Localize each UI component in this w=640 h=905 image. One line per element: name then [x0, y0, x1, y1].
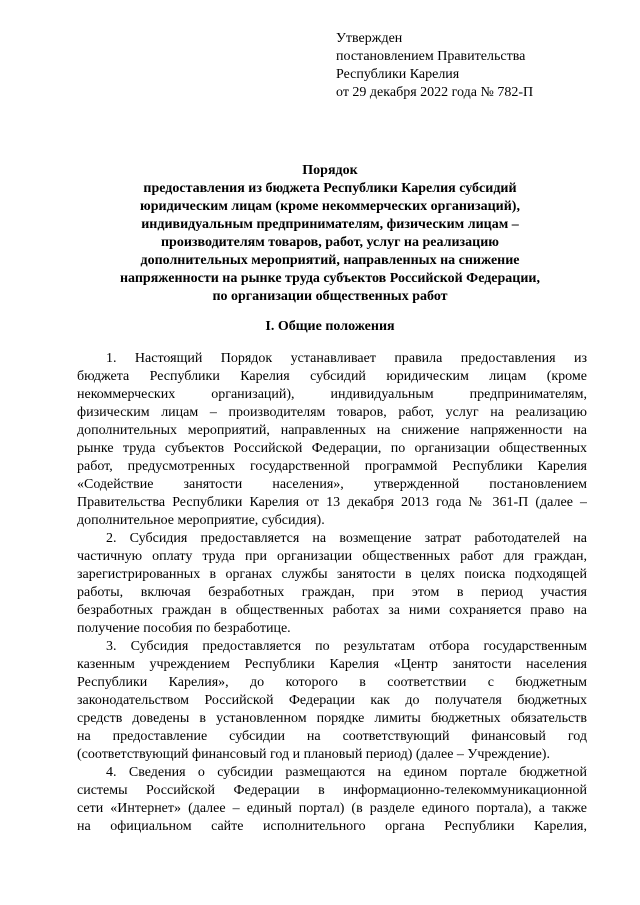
text-line: дополнительное мероприятие, субсидия).: [77, 513, 325, 528]
text-line: Республики Карелия», до которого в соответствии с бюджетным: [77, 675, 587, 690]
title-line: дополнительных мероприятий, направленных на снижение: [140, 253, 520, 268]
title-line: производителям товаров, работ, услуг на реализацию: [160, 235, 500, 250]
title-line: индивидуальным предпринимателям, физическим лицам –: [141, 217, 519, 232]
text-line: 3. Субсидия предоставляется по результатам отбора государственным: [106, 639, 587, 654]
text-line: (соответствующий финансовый год и плановый период) (далее – Учреждение).: [77, 747, 550, 762]
text-line: «Содействие занятости населения», утвержденной постановлением: [77, 477, 587, 492]
section-heading: I. Общие положения: [265, 319, 395, 334]
approval-line: Республики Карелия: [336, 67, 460, 82]
title-line: юридическим лицам (кроме некоммерческих организаций),: [140, 199, 520, 214]
paragraph-1: [77, 350, 587, 530]
approval-stamp: [336, 30, 533, 102]
text-line: безработных граждан в общественных работах за ними сохраняется право на: [77, 603, 587, 618]
title-line: Порядок: [302, 163, 358, 178]
approval-line: постановлением Правительства: [336, 49, 526, 64]
title-line: предоставления из бюджета Республики Карелия субсидий: [143, 181, 517, 196]
text-line: зарегистрированных в органах службы занятости в целях поиска подходящей: [77, 567, 587, 582]
text-line: получение пособия по безработице.: [77, 621, 291, 636]
text-line: системы Российской Федерации в информационно-телекоммуникационной: [77, 783, 587, 798]
approval-line: Утвержден: [336, 31, 403, 46]
paragraph-3: [77, 638, 587, 764]
text-line: физическим лицам – производителям товаров, работ, услуг на реализацию: [77, 405, 587, 420]
text-line: 1. Настоящий Порядок устанавливает правила предоставления из: [106, 351, 587, 366]
title-line: напряженности на рынке труда субъектов Российской Федерации,: [119, 271, 540, 286]
document-title: [60, 162, 600, 306]
text-line: частичную оплату труда при организации общественных работ для граждан,: [77, 549, 587, 564]
text-line: на предоставление субсидии на соответствующий финансовый год: [77, 729, 587, 744]
text-line: законодательством Российской Федерации как до получателя бюджетных: [77, 693, 587, 708]
text-line: на официальном сайте исполнительного органа Республики Карелия,: [77, 819, 587, 834]
paragraph-2: [77, 530, 587, 638]
text-line: работ, предусмотренных государственной программой Республики Карелия: [77, 459, 587, 474]
text-line: сети «Интернет» (далее – единый портал) (в разделе единого портала), а также: [77, 801, 587, 816]
title-line: по организации общественных работ: [212, 289, 448, 304]
text-line: дополнительных мероприятий, направленных на снижение напряженности на: [77, 423, 587, 438]
paragraph-4: [77, 764, 587, 836]
text-line: Правительства Республики Карелия от 13 декабря 2013 года № 361-П (далее –: [77, 495, 587, 510]
text-line: некоммерческих организаций), индивидуальным предпринимателям,: [77, 387, 587, 402]
approval-line: от 29 декабря 2022 года № 782-П: [336, 85, 534, 100]
document-body: [77, 350, 587, 836]
text-line: казенным учреждением Республики Карелия «Центр занятости населения: [77, 657, 587, 672]
text-line: работы, включая безработных граждан, при этом в период участия: [77, 585, 587, 600]
text-line: средств доведены в установленном порядке лимиты бюджетных обязательств: [77, 711, 587, 726]
text-line: 2. Субсидия предоставляется на возмещение затрат работодателей на: [106, 531, 587, 546]
text-line: 4. Сведения о субсидии размещаются на едином портале бюджетной: [106, 765, 587, 780]
text-line: бюджета Республики Карелия субсидий юридическим лицам (кроме: [77, 369, 587, 384]
text-line: рынке труда субъектов Российской Федерации, по организации общественных: [77, 441, 587, 456]
